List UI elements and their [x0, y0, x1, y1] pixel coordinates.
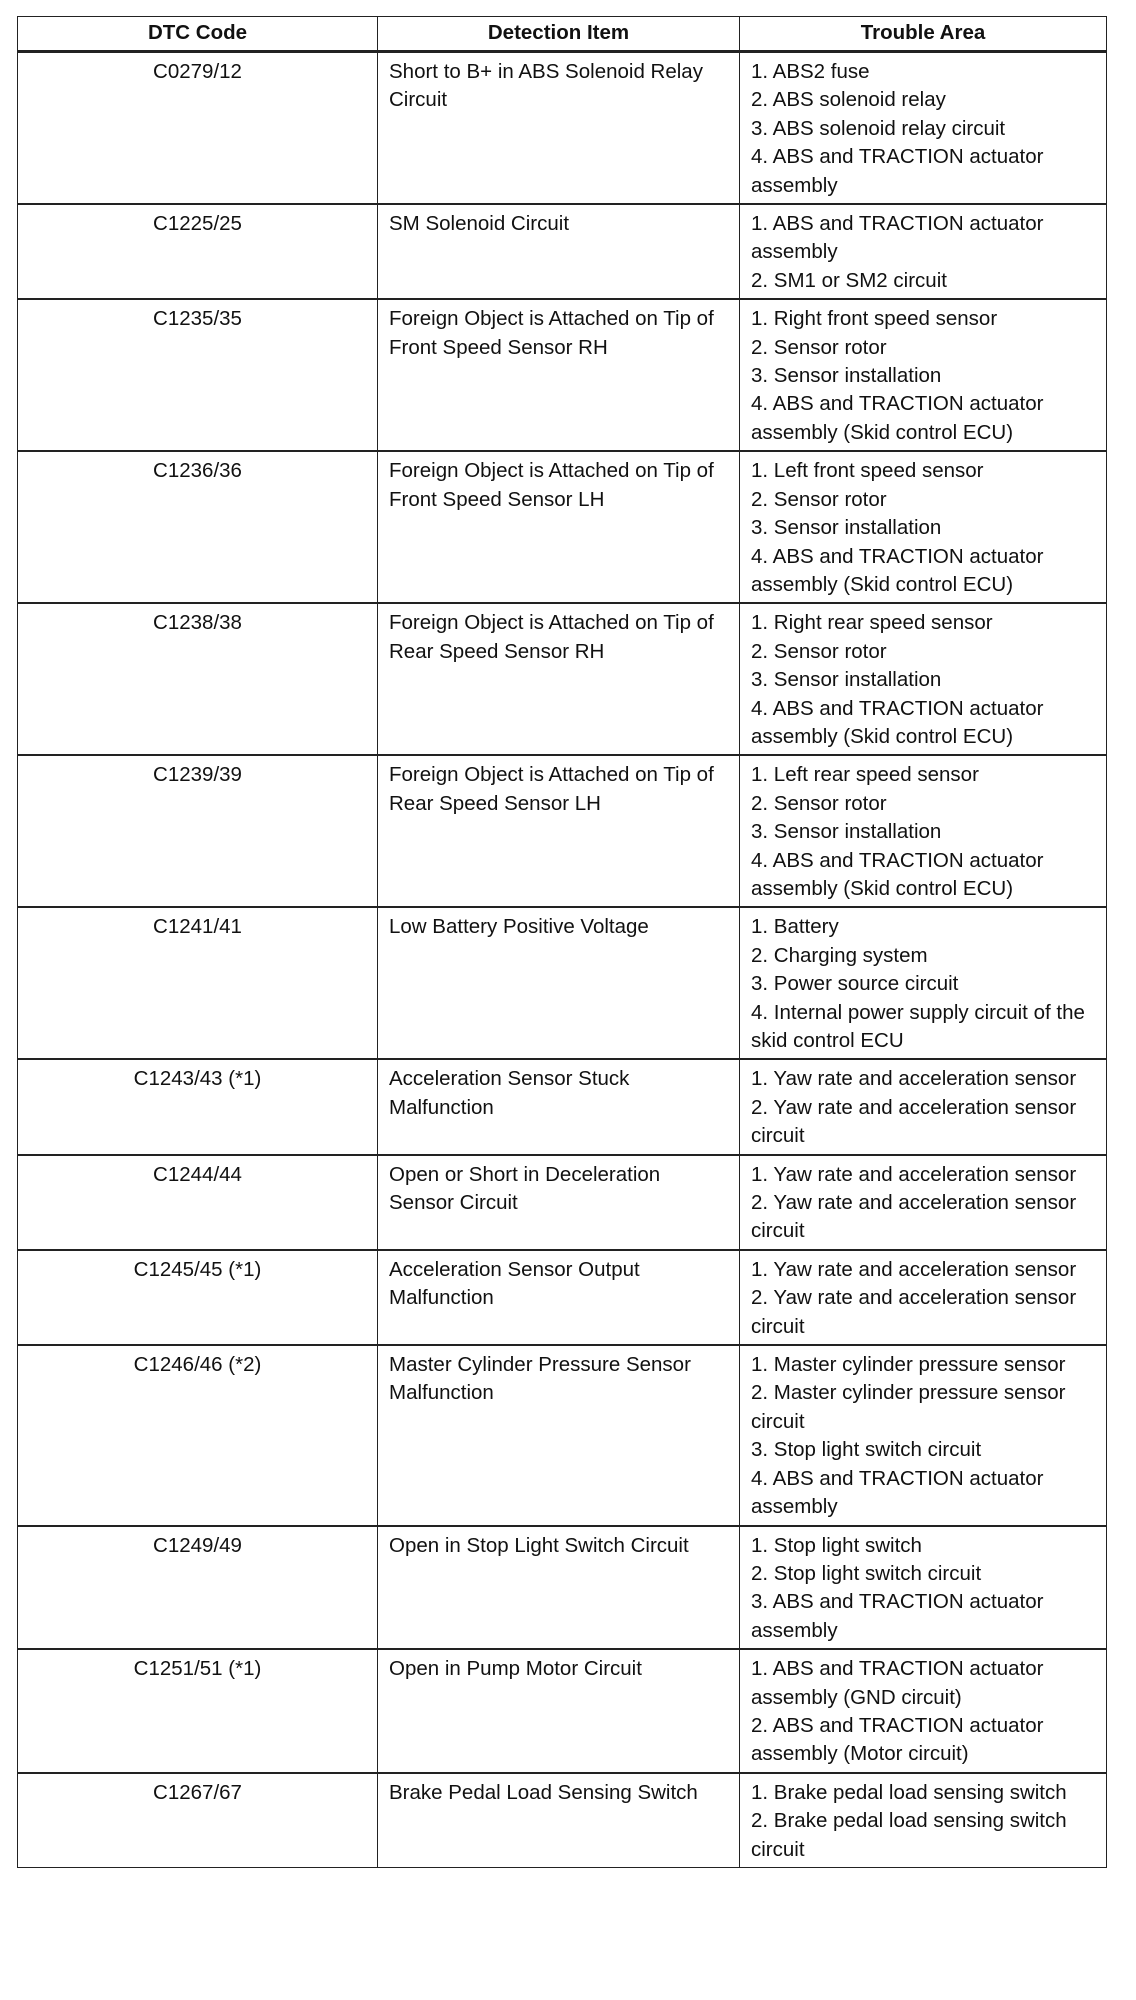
table-row	[18, 755, 1107, 907]
trouble-area-item: 1. Right rear speed sensor	[751, 611, 993, 635]
detection-item-cell: Master Cylinder Pressure Sensor Malfunction	[378, 1345, 740, 1525]
table-row	[18, 1649, 1107, 1773]
table-row	[18, 204, 1107, 299]
trouble-area-item: 2. Sensor rotor	[751, 639, 887, 663]
trouble-area-item: 3. Sensor installation	[751, 820, 942, 844]
detection-item-cell: Open in Stop Light Switch Circuit	[378, 1526, 740, 1650]
trouble-area-item: 2. Sensor rotor	[751, 487, 887, 511]
trouble-area-item: 2. Yaw rate and acceleration sensor circuit	[751, 1095, 1077, 1148]
dtc-table	[17, 16, 1107, 1868]
header-row	[18, 17, 1107, 52]
detection-item-cell: Open or Short in Deceleration Sensor Circuit	[378, 1155, 740, 1250]
detection-item-cell: Foreign Object is Attached on Tip of Front Speed Sensor RH	[378, 299, 740, 451]
table-row	[18, 52, 1107, 205]
trouble-area-item: 1. ABS and TRACTION actuator assembly	[751, 212, 1044, 264]
trouble-area-item: 4. ABS and TRACTION actuator assembly (Skid control ECU)	[751, 392, 1044, 444]
trouble-area-item: 2. Charging system	[751, 943, 928, 967]
trouble-area-item: 4. ABS and TRACTION actuator assembly (Skid control ECU)	[751, 696, 1044, 748]
trouble-area-item: 2. Yaw rate and acceleration sensor circuit	[751, 1191, 1077, 1243]
detection-item-cell: SM Solenoid Circuit	[378, 204, 740, 299]
trouble-area-item: 1. Battery	[751, 915, 839, 939]
trouble-area-cell	[740, 1059, 1107, 1154]
trouble-area-cell	[740, 1155, 1107, 1250]
table-row	[18, 1155, 1107, 1250]
trouble-area-cell	[740, 1250, 1107, 1345]
table-row	[18, 451, 1107, 603]
table-body	[18, 52, 1107, 1868]
trouble-area-cell	[740, 1526, 1107, 1650]
trouble-area-item: 1. Yaw rate and acceleration sensor	[751, 1162, 1077, 1186]
detection-item-cell: Acceleration Sensor Stuck Malfunction	[378, 1059, 740, 1154]
trouble-area-item: 1. Brake pedal load sensing switch	[751, 1780, 1067, 1804]
trouble-area-item: 2. Stop light switch circuit	[751, 1561, 982, 1585]
trouble-area-item: 2. ABS and TRACTION actuator assembly (Motor circuit)	[751, 1713, 1044, 1766]
dtc-code-cell: C1238/38	[18, 603, 378, 755]
trouble-area-item: 2. Sensor rotor	[751, 335, 887, 359]
dtc-code-cell: C1246/46 (*2)	[18, 1345, 378, 1525]
trouble-area-item: 1. Stop light switch	[751, 1533, 922, 1557]
trouble-area-item: 1. Right front speed sensor	[751, 307, 998, 331]
trouble-area-item: 4. ABS and TRACTION actuator assembly	[751, 145, 1044, 197]
trouble-area-item: 3. Sensor installation	[751, 516, 942, 540]
trouble-area-item: 1. ABS and TRACTION actuator assembly (GND circuit)	[751, 1657, 1044, 1709]
trouble-area-item: 4. ABS and TRACTION actuator assembly (Skid control ECU)	[751, 544, 1044, 596]
trouble-area-item: 2. Master cylinder pressure sensor circuit	[751, 1381, 1066, 1433]
dtc-code-cell: C1251/51 (*1)	[18, 1649, 378, 1773]
table-row	[18, 1250, 1107, 1345]
trouble-area-item: 2. Brake pedal load sensing switch circuit	[751, 1809, 1067, 1861]
table-row	[18, 1773, 1107, 1868]
trouble-area-cell	[740, 1345, 1107, 1525]
detection-item-cell: Short to B+ in ABS Solenoid Relay Circuit	[378, 52, 740, 205]
trouble-area-cell	[740, 1649, 1107, 1773]
detection-item-cell: Foreign Object is Attached on Tip of Rear Speed Sensor RH	[378, 603, 740, 755]
dtc-code-cell: C1241/41	[18, 907, 378, 1059]
dtc-code-cell: C1239/39	[18, 755, 378, 907]
trouble-area-item: 1. Left front speed sensor	[751, 459, 984, 483]
detection-item-cell: Acceleration Sensor Output Malfunction	[378, 1250, 740, 1345]
trouble-area-item: 1. ABS2 fuse	[751, 60, 870, 83]
detection-item-cell: Low Battery Positive Voltage	[378, 907, 740, 1059]
table-row	[18, 1059, 1107, 1154]
trouble-area-item: 2. SM1 or SM2 circuit	[751, 268, 947, 292]
dtc-code-cell: C1267/67	[18, 1773, 378, 1868]
detection-item-cell: Foreign Object is Attached on Tip of Front Speed Sensor LH	[378, 451, 740, 603]
trouble-area-item: 3. Sensor installation	[751, 668, 942, 692]
trouble-area-item: 3. ABS solenoid relay circuit	[751, 116, 1006, 140]
dtc-code-cell: C1243/43 (*1)	[18, 1059, 378, 1154]
dtc-code-cell: C1244/44	[18, 1155, 378, 1250]
detection-item-cell: Brake Pedal Load Sensing Switch	[378, 1773, 740, 1868]
table-row	[18, 1526, 1107, 1650]
trouble-area-item: 1. Master cylinder pressure sensor	[751, 1353, 1066, 1377]
trouble-area-item: 4. ABS and TRACTION actuator assembly (Skid control ECU)	[751, 848, 1044, 900]
table-row	[18, 907, 1107, 1059]
trouble-area-item: 2. ABS solenoid relay	[751, 88, 946, 112]
trouble-area-cell	[740, 907, 1107, 1059]
header-dtc-code: DTC Code	[18, 17, 378, 52]
trouble-area-cell	[740, 299, 1107, 451]
dtc-document	[17, 16, 1106, 1868]
trouble-area-item: 3. ABS and TRACTION actuator assembly	[751, 1590, 1044, 1642]
table-row	[18, 1345, 1107, 1525]
trouble-area-cell	[740, 603, 1107, 755]
trouble-area-item: 4. ABS and TRACTION actuator assembly	[751, 1466, 1044, 1519]
table-row	[18, 603, 1107, 755]
trouble-area-cell	[740, 1773, 1107, 1868]
header-trouble-area: Trouble Area	[740, 17, 1107, 52]
detection-item-cell: Open in Pump Motor Circuit	[378, 1649, 740, 1773]
trouble-area-item: 2. Yaw rate and acceleration sensor circuit	[751, 1286, 1077, 1338]
trouble-area-cell	[740, 52, 1107, 205]
header-detection-item: Detection Item	[378, 17, 740, 52]
trouble-area-cell	[740, 204, 1107, 299]
trouble-area-item: 3. Power source circuit	[751, 972, 959, 996]
trouble-area-item: 1. Yaw rate and acceleration sensor	[751, 1067, 1077, 1091]
trouble-area-item: 3. Sensor installation	[751, 364, 942, 388]
trouble-area-item: 3. Stop light switch circuit	[751, 1438, 982, 1462]
table-row	[18, 299, 1107, 451]
detection-item-cell: Foreign Object is Attached on Tip of Rear Speed Sensor LH	[378, 755, 740, 907]
dtc-code-cell: C0279/12	[18, 52, 378, 205]
trouble-area-cell	[740, 755, 1107, 907]
trouble-area-item: 1. Yaw rate and acceleration sensor	[751, 1257, 1077, 1281]
dtc-code-cell: C1236/36	[18, 451, 378, 603]
trouble-area-item: 1. Left rear speed sensor	[751, 763, 979, 787]
dtc-code-cell: C1235/35	[18, 299, 378, 451]
dtc-code-cell: C1245/45 (*1)	[18, 1250, 378, 1345]
dtc-code-cell: C1249/49	[18, 1526, 378, 1650]
table-header	[18, 17, 1107, 52]
trouble-area-cell	[740, 451, 1107, 603]
trouble-area-item: 4. Internal power supply circuit of the skid control ECU	[751, 1000, 1085, 1052]
trouble-area-item: 2. Sensor rotor	[751, 791, 887, 815]
dtc-code-cell: C1225/25	[18, 204, 378, 299]
